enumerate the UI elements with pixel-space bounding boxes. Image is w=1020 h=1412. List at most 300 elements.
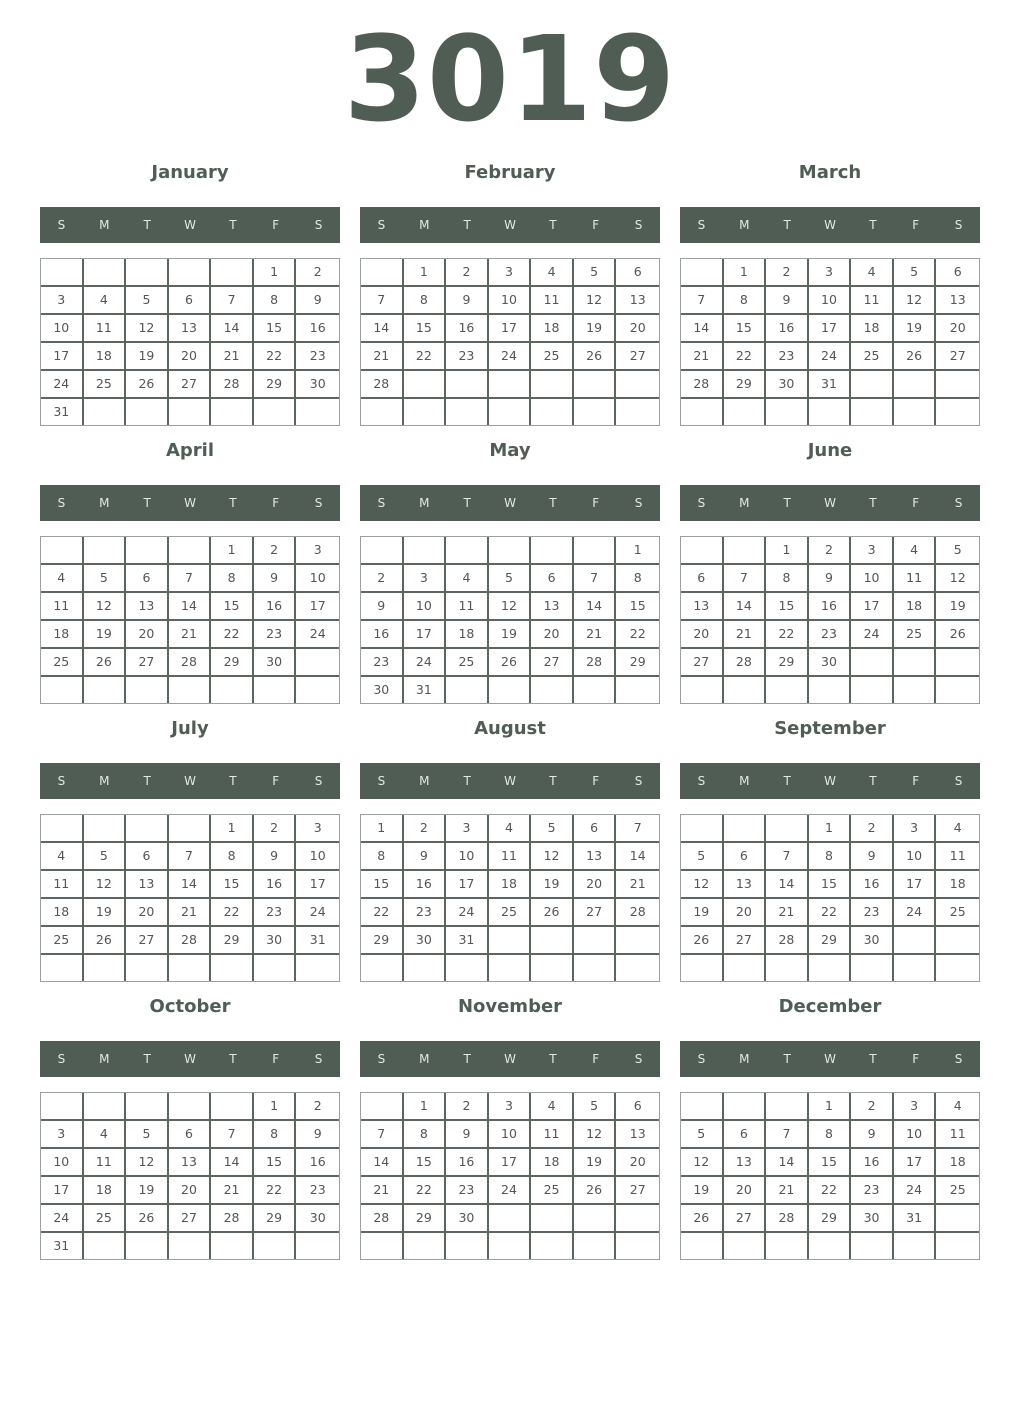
day-cell: 3 bbox=[446, 815, 489, 843]
day-cell bbox=[41, 955, 84, 981]
day-cell bbox=[766, 1093, 809, 1121]
weekday-label: S bbox=[377, 774, 386, 788]
day-cell: 29 bbox=[361, 927, 404, 955]
day-cell: 22 bbox=[724, 343, 767, 371]
day-cell bbox=[894, 649, 937, 677]
day-cell bbox=[574, 927, 617, 955]
day-cell: 20 bbox=[169, 1177, 212, 1205]
day-cell: 12 bbox=[681, 871, 724, 899]
day-cell: 1 bbox=[404, 1093, 447, 1121]
weekday-label: T bbox=[229, 218, 237, 232]
day-cell: 22 bbox=[616, 621, 659, 649]
day-cell bbox=[489, 677, 532, 703]
weekday-header bbox=[680, 207, 980, 243]
day-cell: 12 bbox=[936, 565, 979, 593]
day-cell: 27 bbox=[724, 1205, 767, 1233]
day-cell: 25 bbox=[531, 343, 574, 371]
day-cell: 4 bbox=[894, 537, 937, 565]
day-cell: 3 bbox=[296, 815, 339, 843]
day-cell bbox=[254, 399, 297, 425]
day-cell: 31 bbox=[41, 399, 84, 425]
day-cell: 18 bbox=[41, 899, 84, 927]
weekday-label: W bbox=[184, 496, 196, 510]
day-cell: 6 bbox=[169, 287, 212, 315]
day-grid bbox=[360, 1092, 660, 1260]
day-cell: 10 bbox=[809, 287, 852, 315]
day-cell bbox=[361, 1093, 404, 1121]
weekday-label: M bbox=[99, 218, 110, 232]
day-cell: 30 bbox=[446, 1205, 489, 1233]
day-cell: 27 bbox=[936, 343, 979, 371]
day-cell: 25 bbox=[41, 927, 84, 955]
day-cell bbox=[296, 399, 339, 425]
weekday-label: S bbox=[697, 774, 706, 788]
day-cell: 22 bbox=[211, 899, 254, 927]
day-cell: 4 bbox=[41, 565, 84, 593]
day-cell: 14 bbox=[211, 1149, 254, 1177]
day-cell: 16 bbox=[766, 315, 809, 343]
day-cell: 22 bbox=[361, 899, 404, 927]
weekday-label: F bbox=[272, 218, 280, 232]
day-grid bbox=[40, 1092, 340, 1260]
day-cell: 21 bbox=[169, 899, 212, 927]
day-cell bbox=[446, 399, 489, 425]
day-cell: 1 bbox=[766, 537, 809, 565]
day-cell: 15 bbox=[766, 593, 809, 621]
day-cell bbox=[531, 955, 574, 981]
day-cell: 24 bbox=[489, 1177, 532, 1205]
month-title: March bbox=[798, 162, 862, 183]
day-cell: 28 bbox=[169, 649, 212, 677]
day-cell bbox=[169, 677, 212, 703]
day-cell bbox=[574, 537, 617, 565]
day-cell: 27 bbox=[531, 649, 574, 677]
day-cell: 24 bbox=[489, 343, 532, 371]
day-cell: 11 bbox=[84, 1149, 127, 1177]
weekday-label: W bbox=[184, 218, 196, 232]
day-cell: 24 bbox=[809, 343, 852, 371]
day-cell bbox=[446, 677, 489, 703]
day-cell bbox=[766, 1233, 809, 1259]
day-cell: 17 bbox=[296, 593, 339, 621]
weekday-header bbox=[360, 207, 660, 243]
day-cell: 4 bbox=[936, 815, 979, 843]
day-cell: 6 bbox=[724, 1121, 767, 1149]
day-cell: 1 bbox=[404, 259, 447, 287]
day-cell bbox=[404, 1233, 447, 1259]
day-cell: 8 bbox=[254, 287, 297, 315]
day-cell bbox=[489, 399, 532, 425]
month-title: July bbox=[171, 718, 209, 739]
day-grid bbox=[360, 258, 660, 426]
day-cell bbox=[681, 677, 724, 703]
day-cell: 12 bbox=[126, 315, 169, 343]
day-cell: 3 bbox=[489, 1093, 532, 1121]
day-cell: 8 bbox=[724, 287, 767, 315]
weekday-label: M bbox=[99, 774, 110, 788]
day-cell: 10 bbox=[41, 315, 84, 343]
day-cell: 18 bbox=[851, 315, 894, 343]
day-cell: 10 bbox=[489, 1121, 532, 1149]
day-grid bbox=[680, 814, 980, 982]
day-cell: 6 bbox=[681, 565, 724, 593]
day-cell: 15 bbox=[361, 871, 404, 899]
day-cell bbox=[296, 1233, 339, 1259]
day-cell: 29 bbox=[211, 927, 254, 955]
day-cell: 9 bbox=[361, 593, 404, 621]
weekday-label: S bbox=[697, 1052, 706, 1066]
day-cell: 26 bbox=[894, 343, 937, 371]
day-cell: 17 bbox=[809, 315, 852, 343]
day-cell: 13 bbox=[574, 843, 617, 871]
day-cell bbox=[446, 537, 489, 565]
day-cell: 15 bbox=[809, 871, 852, 899]
day-cell: 13 bbox=[169, 315, 212, 343]
day-cell: 5 bbox=[681, 1121, 724, 1149]
day-cell: 3 bbox=[296, 537, 339, 565]
day-cell bbox=[724, 537, 767, 565]
day-cell bbox=[851, 649, 894, 677]
day-cell bbox=[211, 955, 254, 981]
day-cell: 25 bbox=[84, 371, 127, 399]
day-cell: 13 bbox=[681, 593, 724, 621]
day-grid bbox=[680, 1092, 980, 1260]
weekday-label: F bbox=[592, 218, 600, 232]
weekday-label: S bbox=[954, 496, 963, 510]
day-cell: 16 bbox=[809, 593, 852, 621]
day-cell bbox=[489, 537, 532, 565]
day-cell: 10 bbox=[296, 565, 339, 593]
weekday-label: T bbox=[549, 496, 557, 510]
day-cell: 15 bbox=[254, 315, 297, 343]
day-cell: 11 bbox=[489, 843, 532, 871]
day-cell: 11 bbox=[936, 843, 979, 871]
weekday-label: S bbox=[634, 218, 643, 232]
day-cell bbox=[809, 1233, 852, 1259]
weekday-label: T bbox=[549, 218, 557, 232]
weekday-label: W bbox=[184, 1052, 196, 1066]
day-cell: 20 bbox=[616, 1149, 659, 1177]
day-cell: 27 bbox=[616, 343, 659, 371]
day-cell: 15 bbox=[404, 315, 447, 343]
day-cell: 23 bbox=[766, 343, 809, 371]
weekday-label: S bbox=[954, 218, 963, 232]
weekday-label: T bbox=[463, 774, 471, 788]
day-cell: 30 bbox=[296, 1205, 339, 1233]
day-cell: 21 bbox=[361, 1177, 404, 1205]
day-cell: 3 bbox=[851, 537, 894, 565]
day-cell bbox=[126, 677, 169, 703]
day-cell bbox=[126, 259, 169, 287]
day-cell: 31 bbox=[894, 1205, 937, 1233]
day-cell: 9 bbox=[809, 565, 852, 593]
day-cell: 5 bbox=[84, 565, 127, 593]
month-title: May bbox=[489, 440, 531, 461]
day-cell: 4 bbox=[936, 1093, 979, 1121]
day-cell: 14 bbox=[681, 315, 724, 343]
day-cell: 10 bbox=[894, 843, 937, 871]
day-cell bbox=[489, 1205, 532, 1233]
day-cell: 8 bbox=[211, 565, 254, 593]
weekday-label: S bbox=[377, 218, 386, 232]
day-cell bbox=[361, 259, 404, 287]
day-cell bbox=[404, 371, 447, 399]
day-cell bbox=[41, 1093, 84, 1121]
day-cell: 10 bbox=[446, 843, 489, 871]
day-cell: 13 bbox=[616, 1121, 659, 1149]
day-cell: 6 bbox=[531, 565, 574, 593]
day-cell: 7 bbox=[766, 1121, 809, 1149]
day-cell: 25 bbox=[446, 649, 489, 677]
day-cell bbox=[936, 955, 979, 981]
day-cell: 18 bbox=[489, 871, 532, 899]
day-cell: 25 bbox=[84, 1205, 127, 1233]
day-cell bbox=[126, 815, 169, 843]
weekday-label: T bbox=[463, 1052, 471, 1066]
day-cell: 31 bbox=[446, 927, 489, 955]
day-cell: 5 bbox=[84, 843, 127, 871]
day-cell: 25 bbox=[851, 343, 894, 371]
day-cell bbox=[724, 815, 767, 843]
day-cell: 7 bbox=[616, 815, 659, 843]
day-cell: 6 bbox=[169, 1121, 212, 1149]
day-cell: 8 bbox=[211, 843, 254, 871]
day-cell bbox=[489, 955, 532, 981]
day-cell bbox=[851, 399, 894, 425]
day-cell: 20 bbox=[126, 899, 169, 927]
day-cell bbox=[531, 399, 574, 425]
day-cell bbox=[616, 399, 659, 425]
day-cell: 14 bbox=[766, 1149, 809, 1177]
day-cell: 11 bbox=[936, 1121, 979, 1149]
day-cell: 19 bbox=[936, 593, 979, 621]
day-cell bbox=[41, 677, 84, 703]
day-cell: 8 bbox=[254, 1121, 297, 1149]
day-cell bbox=[766, 815, 809, 843]
day-cell: 28 bbox=[681, 371, 724, 399]
day-cell: 9 bbox=[296, 1121, 339, 1149]
day-cell bbox=[681, 537, 724, 565]
day-cell: 21 bbox=[724, 621, 767, 649]
day-cell bbox=[84, 815, 127, 843]
day-cell bbox=[361, 955, 404, 981]
day-cell: 9 bbox=[766, 287, 809, 315]
day-cell: 9 bbox=[254, 565, 297, 593]
day-cell bbox=[724, 677, 767, 703]
month-title: June bbox=[807, 440, 853, 461]
day-cell: 28 bbox=[766, 927, 809, 955]
day-cell: 15 bbox=[616, 593, 659, 621]
day-cell: 26 bbox=[531, 899, 574, 927]
weekday-header bbox=[360, 485, 660, 521]
day-cell: 19 bbox=[126, 343, 169, 371]
day-cell: 14 bbox=[574, 593, 617, 621]
day-cell: 5 bbox=[489, 565, 532, 593]
day-cell bbox=[404, 399, 447, 425]
day-cell: 19 bbox=[84, 621, 127, 649]
weekday-label: S bbox=[57, 1052, 66, 1066]
day-cell: 7 bbox=[766, 843, 809, 871]
day-cell bbox=[574, 1205, 617, 1233]
weekday-label: S bbox=[377, 496, 386, 510]
weekday-label: F bbox=[912, 496, 920, 510]
day-cell bbox=[84, 537, 127, 565]
day-cell: 9 bbox=[851, 843, 894, 871]
day-cell: 24 bbox=[894, 1177, 937, 1205]
day-cell: 26 bbox=[681, 927, 724, 955]
day-cell: 19 bbox=[894, 315, 937, 343]
day-cell: 23 bbox=[361, 649, 404, 677]
day-cell: 18 bbox=[936, 1149, 979, 1177]
day-cell: 17 bbox=[404, 621, 447, 649]
weekday-label: T bbox=[549, 774, 557, 788]
day-cell: 14 bbox=[361, 315, 404, 343]
day-cell: 3 bbox=[894, 815, 937, 843]
day-cell: 20 bbox=[724, 1177, 767, 1205]
day-cell: 4 bbox=[851, 259, 894, 287]
day-cell: 1 bbox=[211, 815, 254, 843]
month-title: February bbox=[464, 162, 556, 183]
day-cell bbox=[894, 927, 937, 955]
weekday-label: T bbox=[143, 218, 151, 232]
day-cell: 21 bbox=[766, 899, 809, 927]
day-cell: 28 bbox=[169, 927, 212, 955]
day-cell: 4 bbox=[446, 565, 489, 593]
day-cell bbox=[169, 259, 212, 287]
day-cell: 7 bbox=[211, 1121, 254, 1149]
weekday-label: W bbox=[824, 496, 836, 510]
weekday-label: S bbox=[314, 218, 323, 232]
day-cell: 8 bbox=[404, 1121, 447, 1149]
day-cell: 3 bbox=[894, 1093, 937, 1121]
day-cell bbox=[361, 399, 404, 425]
day-cell bbox=[169, 537, 212, 565]
day-cell: 15 bbox=[254, 1149, 297, 1177]
day-cell bbox=[936, 677, 979, 703]
day-cell: 8 bbox=[809, 843, 852, 871]
day-cell: 14 bbox=[169, 871, 212, 899]
day-cell bbox=[361, 1233, 404, 1259]
day-cell bbox=[894, 955, 937, 981]
weekday-label: F bbox=[912, 218, 920, 232]
day-cell: 18 bbox=[84, 343, 127, 371]
day-cell: 13 bbox=[724, 871, 767, 899]
day-cell: 9 bbox=[446, 1121, 489, 1149]
day-cell: 24 bbox=[296, 621, 339, 649]
day-cell: 31 bbox=[41, 1233, 84, 1259]
day-cell: 1 bbox=[254, 259, 297, 287]
day-cell bbox=[169, 1093, 212, 1121]
day-cell bbox=[936, 649, 979, 677]
day-cell: 23 bbox=[296, 1177, 339, 1205]
day-cell: 6 bbox=[616, 259, 659, 287]
day-cell: 16 bbox=[404, 871, 447, 899]
day-cell: 13 bbox=[531, 593, 574, 621]
day-cell: 13 bbox=[724, 1149, 767, 1177]
day-cell bbox=[681, 815, 724, 843]
day-cell: 29 bbox=[616, 649, 659, 677]
day-cell: 20 bbox=[724, 899, 767, 927]
day-cell: 26 bbox=[84, 649, 127, 677]
day-cell bbox=[254, 955, 297, 981]
day-cell bbox=[126, 1233, 169, 1259]
day-cell bbox=[936, 1233, 979, 1259]
day-cell: 27 bbox=[169, 1205, 212, 1233]
weekday-header bbox=[40, 763, 340, 799]
month-title: September bbox=[774, 718, 886, 739]
day-cell: 29 bbox=[766, 649, 809, 677]
day-cell bbox=[211, 399, 254, 425]
weekday-label: W bbox=[504, 218, 516, 232]
day-cell: 25 bbox=[41, 649, 84, 677]
day-cell: 8 bbox=[616, 565, 659, 593]
day-cell: 23 bbox=[446, 343, 489, 371]
day-cell: 3 bbox=[41, 1121, 84, 1149]
day-cell: 16 bbox=[254, 871, 297, 899]
day-cell: 8 bbox=[809, 1121, 852, 1149]
day-cell: 21 bbox=[616, 871, 659, 899]
day-cell: 24 bbox=[851, 621, 894, 649]
day-cell: 21 bbox=[169, 621, 212, 649]
day-cell bbox=[169, 1233, 212, 1259]
weekday-label: M bbox=[99, 1052, 110, 1066]
weekday-label: W bbox=[504, 774, 516, 788]
day-cell: 12 bbox=[574, 1121, 617, 1149]
day-cell: 18 bbox=[41, 621, 84, 649]
day-cell bbox=[296, 955, 339, 981]
day-cell: 5 bbox=[126, 287, 169, 315]
day-cell bbox=[681, 259, 724, 287]
day-cell: 17 bbox=[446, 871, 489, 899]
weekday-label: T bbox=[463, 496, 471, 510]
day-cell: 19 bbox=[574, 315, 617, 343]
day-cell: 23 bbox=[254, 899, 297, 927]
day-cell bbox=[531, 371, 574, 399]
day-cell bbox=[41, 537, 84, 565]
day-cell: 14 bbox=[724, 593, 767, 621]
day-cell: 3 bbox=[489, 259, 532, 287]
weekday-label: W bbox=[824, 774, 836, 788]
day-cell bbox=[616, 927, 659, 955]
day-cell: 11 bbox=[84, 315, 127, 343]
day-cell: 14 bbox=[211, 315, 254, 343]
weekday-label: S bbox=[954, 774, 963, 788]
day-cell bbox=[489, 1233, 532, 1259]
day-cell bbox=[41, 815, 84, 843]
day-cell: 12 bbox=[489, 593, 532, 621]
day-grid bbox=[40, 814, 340, 982]
day-cell: 27 bbox=[681, 649, 724, 677]
day-cell: 30 bbox=[361, 677, 404, 703]
day-cell bbox=[126, 399, 169, 425]
weekday-label: W bbox=[504, 1052, 516, 1066]
day-cell: 29 bbox=[254, 371, 297, 399]
day-cell: 26 bbox=[681, 1205, 724, 1233]
day-cell bbox=[574, 399, 617, 425]
day-cell: 10 bbox=[894, 1121, 937, 1149]
day-cell: 6 bbox=[126, 843, 169, 871]
day-cell: 27 bbox=[169, 371, 212, 399]
day-cell: 17 bbox=[41, 343, 84, 371]
day-cell: 31 bbox=[296, 927, 339, 955]
day-cell: 2 bbox=[851, 815, 894, 843]
day-cell: 19 bbox=[574, 1149, 617, 1177]
day-cell: 24 bbox=[41, 371, 84, 399]
day-cell: 13 bbox=[616, 287, 659, 315]
day-cell: 8 bbox=[766, 565, 809, 593]
day-cell: 29 bbox=[809, 1205, 852, 1233]
day-cell: 22 bbox=[404, 1177, 447, 1205]
